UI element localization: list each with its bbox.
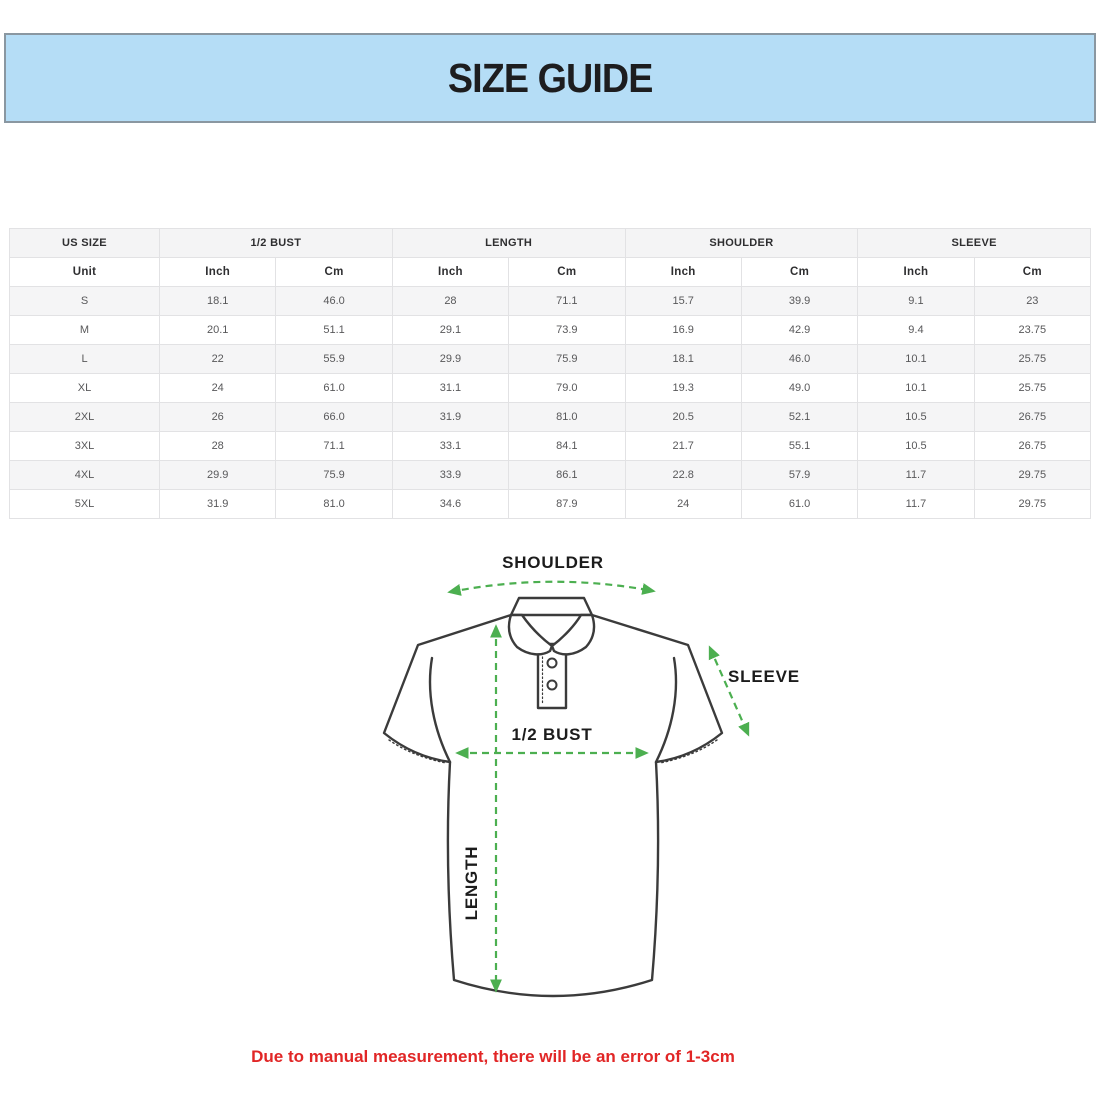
unit-header: Inch xyxy=(625,258,741,287)
measurement-cell: 21.7 xyxy=(625,432,741,461)
measurement-cell: 10.1 xyxy=(858,374,974,403)
measurement-cell: 52.1 xyxy=(741,403,857,432)
measurement-cell: 33.9 xyxy=(392,461,508,490)
measurement-cell: 86.1 xyxy=(509,461,625,490)
measurement-cell: 11.7 xyxy=(858,461,974,490)
measurement-diagram xyxy=(370,548,830,1030)
size-cell: 4XL xyxy=(10,461,160,490)
measurement-cell: 87.9 xyxy=(509,490,625,519)
button-icon xyxy=(548,659,557,668)
measurement-cell: 10.5 xyxy=(858,403,974,432)
measurement-cell: 31.9 xyxy=(160,490,276,519)
shirt-outline xyxy=(384,598,722,996)
table-row xyxy=(10,403,1091,432)
measurement-cell: 20.5 xyxy=(625,403,741,432)
measurement-cell: 22.8 xyxy=(625,461,741,490)
measurement-cell: 84.1 xyxy=(509,432,625,461)
length-label: LENGTH xyxy=(462,845,481,921)
measurement-cell: 71.1 xyxy=(276,432,392,461)
measurement-cell: 57.9 xyxy=(741,461,857,490)
size-cell: S xyxy=(10,287,160,316)
table-row xyxy=(10,287,1091,316)
polo-shirt-illustration xyxy=(370,548,830,1030)
measurement-cell: 81.0 xyxy=(509,403,625,432)
measurement-cell: 81.0 xyxy=(276,490,392,519)
measurement-cell: 11.7 xyxy=(858,490,974,519)
page-title: SIZE GUIDE xyxy=(447,54,653,101)
group-header-row xyxy=(10,229,1091,258)
shoulder-arrow xyxy=(450,582,653,592)
size-cell: M xyxy=(10,316,160,345)
unit-header: Cm xyxy=(509,258,625,287)
size-cell: L xyxy=(10,345,160,374)
measurement-cell: 15.7 xyxy=(625,287,741,316)
measurement-cell: 29.9 xyxy=(392,345,508,374)
measurement-cell: 9.1 xyxy=(858,287,974,316)
table-row xyxy=(10,316,1091,345)
measurement-cell: 49.0 xyxy=(741,374,857,403)
shoulder-label: SHOULDER xyxy=(502,553,604,572)
measurement-cell: 39.9 xyxy=(741,287,857,316)
sleeve-label: SLEEVE xyxy=(728,667,800,686)
column-header-sleeve: SLEEVE xyxy=(858,229,1091,258)
measurement-cell: 25.75 xyxy=(974,345,1090,374)
measurement-cell: 24 xyxy=(625,490,741,519)
measurement-cell: 9.4 xyxy=(858,316,974,345)
table-row xyxy=(10,490,1091,519)
measurement-cell: 26.75 xyxy=(974,432,1090,461)
size-guide-banner xyxy=(4,33,1096,123)
collar-band xyxy=(511,598,592,615)
unit-header: Inch xyxy=(392,258,508,287)
measurement-cell: 24 xyxy=(160,374,276,403)
measurement-cell: 55.9 xyxy=(276,345,392,374)
measurement-cell: 22 xyxy=(160,345,276,374)
measurement-cell: 26.75 xyxy=(974,403,1090,432)
measurement-cell: 31.9 xyxy=(392,403,508,432)
unit-header-row xyxy=(10,258,1091,287)
measurement-cell: 46.0 xyxy=(741,345,857,374)
size-cell: 5XL xyxy=(10,490,160,519)
measurement-cell: 29.9 xyxy=(160,461,276,490)
measurement-cell: 42.9 xyxy=(741,316,857,345)
measurement-cell: 20.1 xyxy=(160,316,276,345)
measurement-cell: 28 xyxy=(160,432,276,461)
table-row xyxy=(10,374,1091,403)
measurement-cell: 28 xyxy=(392,287,508,316)
size-chart-table xyxy=(9,228,1091,519)
column-header-length: LENGTH xyxy=(392,229,625,258)
measurement-cell: 29.1 xyxy=(392,316,508,345)
column-header-shoulder: SHOULDER xyxy=(625,229,858,258)
measurement-cell: 31.1 xyxy=(392,374,508,403)
unit-header: Cm xyxy=(974,258,1090,287)
size-cell: 2XL xyxy=(10,403,160,432)
unit-header: Unit xyxy=(10,258,160,287)
unit-header: Inch xyxy=(160,258,276,287)
measurement-cell: 16.9 xyxy=(625,316,741,345)
measurement-cell: 51.1 xyxy=(276,316,392,345)
measurement-cell: 75.9 xyxy=(509,345,625,374)
table-row xyxy=(10,461,1091,490)
measurement-cell: 18.1 xyxy=(625,345,741,374)
measurement-cell: 19.3 xyxy=(625,374,741,403)
measurement-cell: 29.75 xyxy=(974,490,1090,519)
measurement-cell: 23.75 xyxy=(974,316,1090,345)
measurement-cell: 61.0 xyxy=(741,490,857,519)
measurement-cell: 29.75 xyxy=(974,461,1090,490)
unit-header: Cm xyxy=(741,258,857,287)
measurement-cell: 75.9 xyxy=(276,461,392,490)
measurement-cell: 10.1 xyxy=(858,345,974,374)
measurement-cell: 33.1 xyxy=(392,432,508,461)
column-header-us-size: US SIZE xyxy=(10,229,160,258)
measurement-cell: 18.1 xyxy=(160,287,276,316)
button-icon xyxy=(548,681,557,690)
column-header-half-bust: 1/2 BUST xyxy=(160,229,393,258)
measurement-cell: 10.5 xyxy=(858,432,974,461)
unit-header: Cm xyxy=(276,258,392,287)
table-row xyxy=(10,345,1091,374)
measurement-cell: 26 xyxy=(160,403,276,432)
measurement-cell: 55.1 xyxy=(741,432,857,461)
measurement-cell: 79.0 xyxy=(509,374,625,403)
measurement-cell: 61.0 xyxy=(276,374,392,403)
size-cell: 3XL xyxy=(10,432,160,461)
measurement-cell: 25.75 xyxy=(974,374,1090,403)
table-row xyxy=(10,432,1091,461)
measurement-cell: 71.1 xyxy=(509,287,625,316)
bust-label: 1/2 BUST xyxy=(511,725,593,744)
measurement-cell: 66.0 xyxy=(276,403,392,432)
measurement-disclaimer: Due to manual measurement, there will be an error of 1-3cm xyxy=(251,1047,735,1066)
unit-header: Inch xyxy=(858,258,974,287)
measurement-cell: 46.0 xyxy=(276,287,392,316)
measurement-cell: 23 xyxy=(974,287,1090,316)
size-table-body xyxy=(10,287,1091,519)
size-cell: XL xyxy=(10,374,160,403)
measurement-cell: 34.6 xyxy=(392,490,508,519)
measurement-cell: 73.9 xyxy=(509,316,625,345)
